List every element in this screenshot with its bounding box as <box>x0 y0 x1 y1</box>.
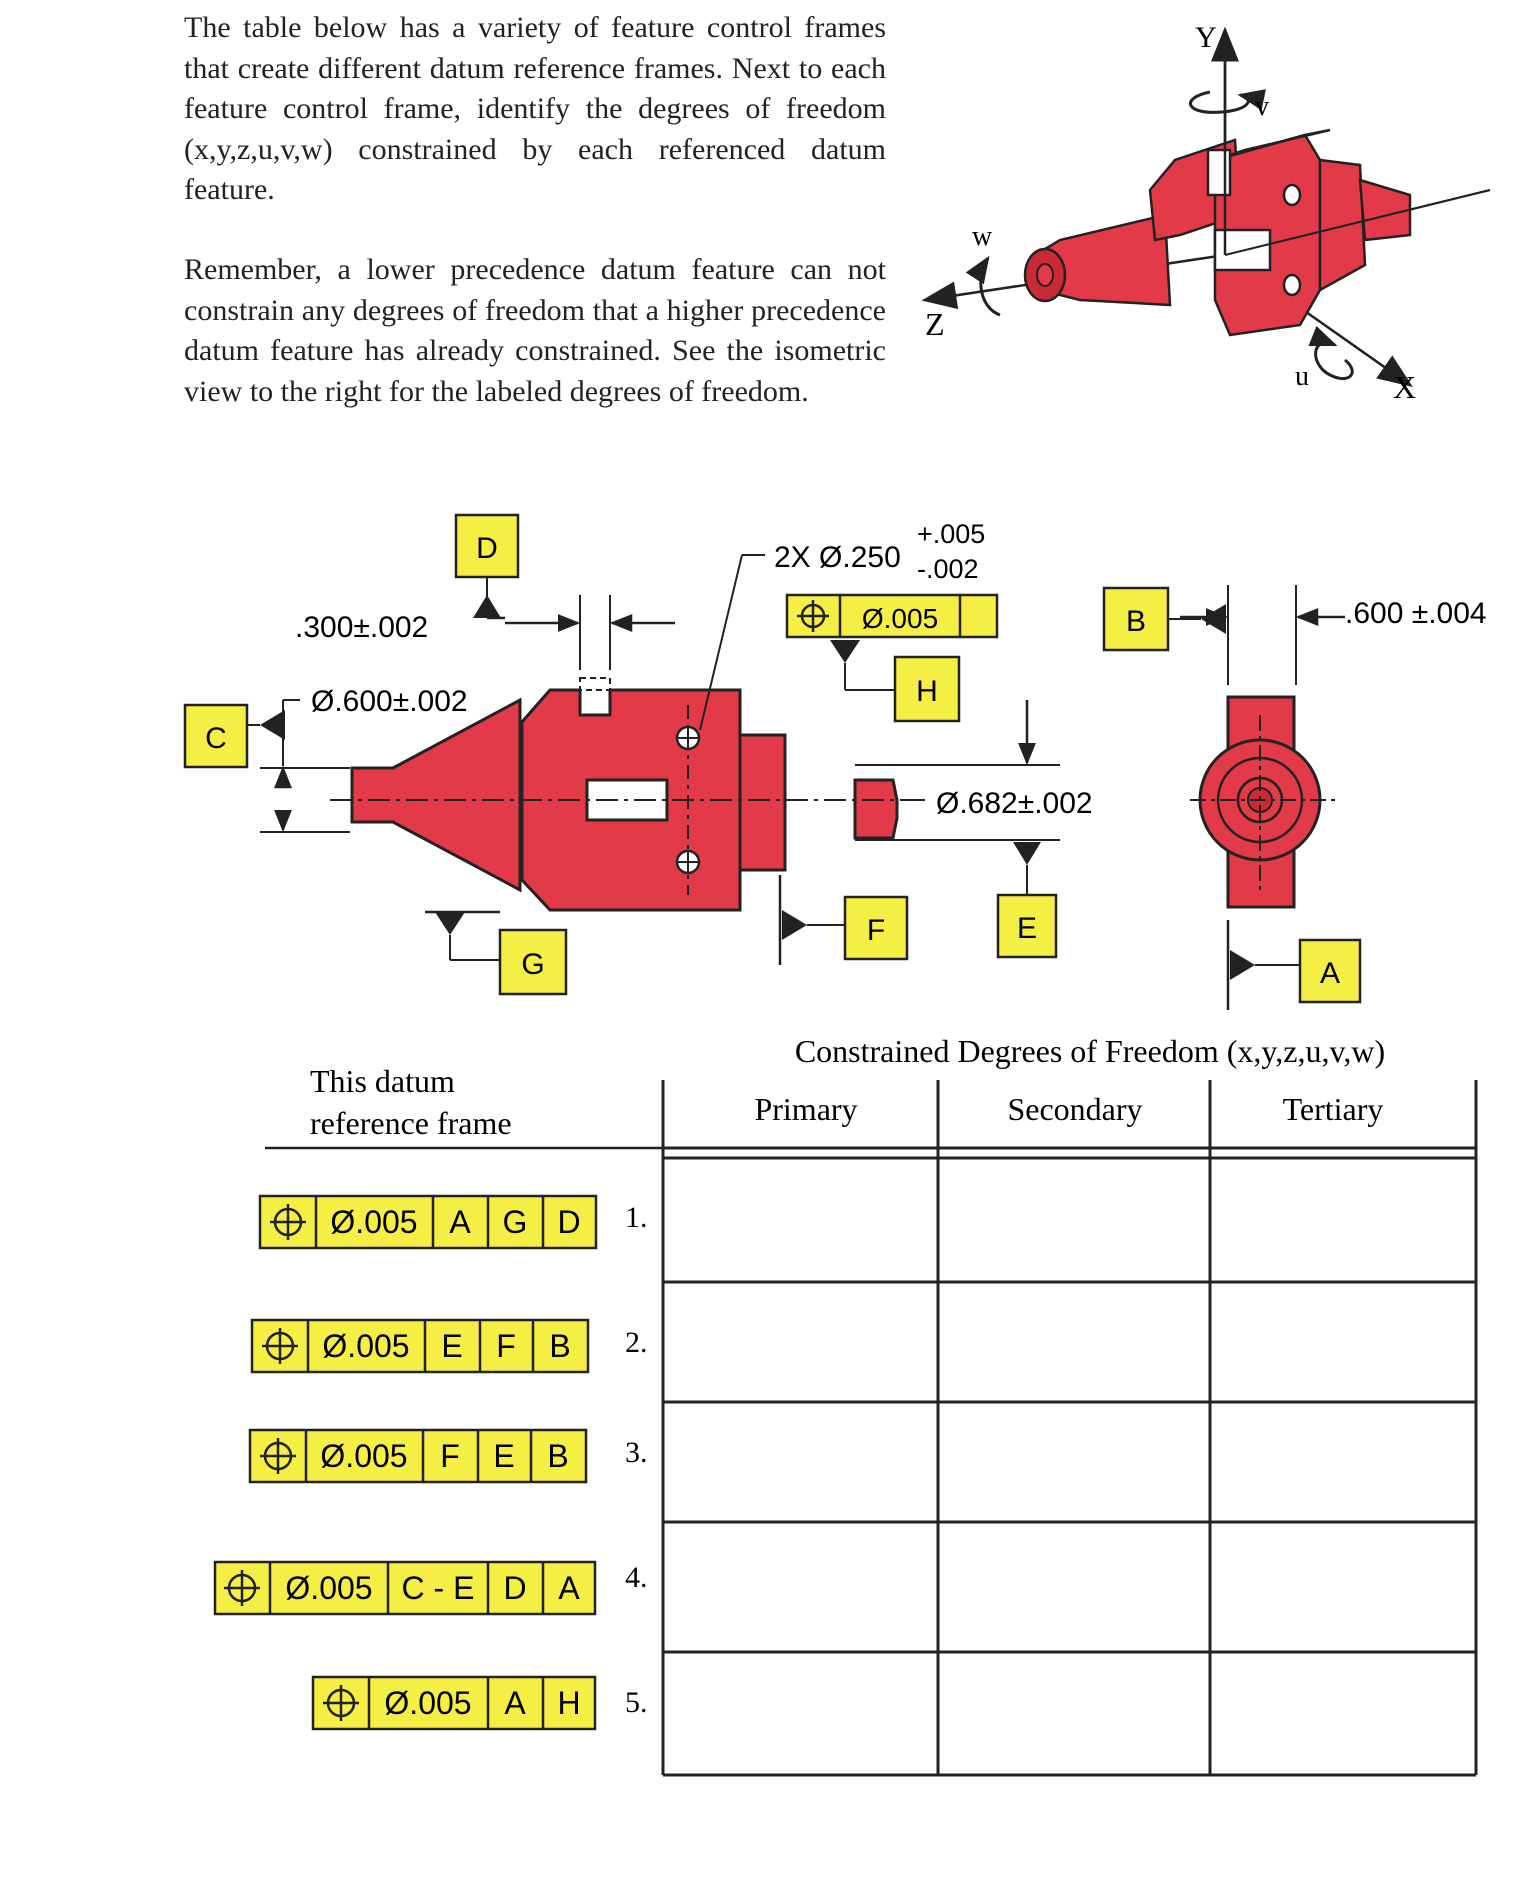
svg-text:E: E <box>1016 912 1038 945</box>
svg-text:F: F <box>866 914 886 947</box>
answer-cell-3-tertiary[interactable] <box>1212 1404 1474 1520</box>
datum-F <box>845 897 907 959</box>
column-header-tertiary: Tertiary <box>1282 1091 1384 1127</box>
axis-y-label: Y <box>1195 21 1217 54</box>
dim-large-diameter: Ø.682±.002 <box>936 787 1093 820</box>
svg-text:B: B <box>547 1438 569 1474</box>
datum-H <box>895 657 959 721</box>
svg-text:G: G <box>521 948 545 981</box>
dim-slot-width: .300±.002 <box>295 611 429 644</box>
fcf-row-1 <box>260 1196 596 1248</box>
svg-text:E: E <box>493 1438 515 1474</box>
svg-text:F: F <box>440 1438 460 1474</box>
svg-text:H: H <box>916 675 938 708</box>
answer-cell-5-primary[interactable] <box>665 1654 936 1773</box>
answer-cell-2-primary[interactable] <box>665 1284 936 1400</box>
svg-text:Ø.005: Ø.005 <box>384 1685 472 1721</box>
datum-E <box>998 895 1056 957</box>
svg-text:H: H <box>557 1685 581 1721</box>
svg-text:A: A <box>449 1204 471 1240</box>
datum-C <box>185 705 247 767</box>
svg-text:Ø.005: Ø.005 <box>320 1438 408 1474</box>
isometric-part <box>1025 130 1410 335</box>
answer-cells[interactable] <box>665 1160 1474 1773</box>
isometric-view <box>925 21 1490 405</box>
row-header-line-2: reference frame <box>310 1105 512 1141</box>
datum-G <box>500 930 566 994</box>
datum-B <box>1104 588 1168 650</box>
answer-cell-3-primary[interactable] <box>665 1404 936 1520</box>
row-header-line-1: This datum <box>310 1063 455 1099</box>
svg-text:D: D <box>476 532 498 565</box>
fcf-row-4 <box>215 1562 595 1614</box>
dim-holes-tol-plus: +.005 <box>917 519 986 549</box>
svg-text:A: A <box>1319 957 1341 990</box>
answer-cell-5-tertiary[interactable] <box>1212 1654 1474 1773</box>
fcf-row-5 <box>313 1677 595 1729</box>
answer-cell-1-primary[interactable] <box>665 1160 936 1280</box>
dim-holes-qty: 2X Ø.250 <box>774 541 901 574</box>
svg-text:Ø.005: Ø.005 <box>861 603 939 634</box>
svg-text:Ø.005: Ø.005 <box>322 1328 410 1364</box>
svg-text:C: C <box>205 722 227 755</box>
answer-cell-5-secondary[interactable] <box>940 1654 1208 1773</box>
answer-cell-2-tertiary[interactable] <box>1212 1284 1474 1400</box>
answer-cell-4-tertiary[interactable] <box>1212 1524 1474 1650</box>
row-number-1: 1. <box>625 1201 648 1234</box>
dim-end-width: .600 ±.004 <box>1345 597 1487 630</box>
row-number-4: 4. <box>625 1561 648 1594</box>
column-header-primary: Primary <box>754 1091 858 1127</box>
hole-feature-control-frame <box>787 595 997 637</box>
instructions-paragraph-1: The table below has a variety of feature control frames that create different datum reference frames. Next to each feature control frame, identify the degrees of freedom (x,y,z,u,v,w) constrained by each referenced datum feature. <box>184 11 886 206</box>
answer-table <box>265 1033 1476 1775</box>
svg-text:D: D <box>503 1570 527 1606</box>
dim-holes-tol-minus: -.002 <box>917 554 979 584</box>
svg-text:B: B <box>549 1328 571 1364</box>
dim-small-diameter: Ø.600±.002 <box>311 685 468 718</box>
instructions-paragraph-2: Remember, a lower precedence datum feature can not constrain any degrees of freedom that a higher precedence datum feature has already constrained. See the isometric view to the right for the labeled degrees of freedom. <box>184 253 886 408</box>
answer-cell-4-secondary[interactable] <box>940 1524 1208 1650</box>
svg-text:B: B <box>1125 605 1147 638</box>
svg-text:G: G <box>502 1204 528 1240</box>
svg-text:Ø.005: Ø.005 <box>285 1570 373 1606</box>
svg-text:D: D <box>557 1204 581 1240</box>
rotation-u-label: u <box>1295 361 1309 392</box>
axis-x-label: X <box>1393 369 1417 405</box>
svg-text:C - E: C - E <box>401 1570 475 1606</box>
rotation-w-label: w <box>972 221 993 252</box>
row-number-3: 3. <box>625 1436 648 1469</box>
datum-A <box>1300 940 1360 1002</box>
svg-text:Ø.005: Ø.005 <box>330 1204 418 1240</box>
column-header-secondary: Secondary <box>1007 1091 1143 1127</box>
svg-text:E: E <box>441 1328 463 1364</box>
answer-cell-3-secondary[interactable] <box>940 1404 1208 1520</box>
table-title: Constrained Degrees of Freedom (x,y,z,u,v,w) <box>794 1033 1386 1069</box>
datum-D <box>456 515 518 577</box>
answer-cell-1-tertiary[interactable] <box>1212 1160 1474 1280</box>
axis-z-label: Z <box>925 306 945 342</box>
fcf-row-2 <box>252 1320 588 1372</box>
fcf-row-3 <box>250 1430 586 1482</box>
svg-text:A: A <box>504 1685 526 1721</box>
answer-cell-4-primary[interactable] <box>665 1524 936 1650</box>
rotation-v-label: v <box>1255 91 1269 122</box>
answer-cell-2-secondary[interactable] <box>940 1284 1208 1400</box>
row-number-2: 2. <box>625 1326 648 1359</box>
svg-text:A: A <box>558 1570 580 1606</box>
svg-text:F: F <box>496 1328 516 1364</box>
answer-cell-1-secondary[interactable] <box>940 1160 1208 1280</box>
row-number-5: 5. <box>625 1686 648 1719</box>
